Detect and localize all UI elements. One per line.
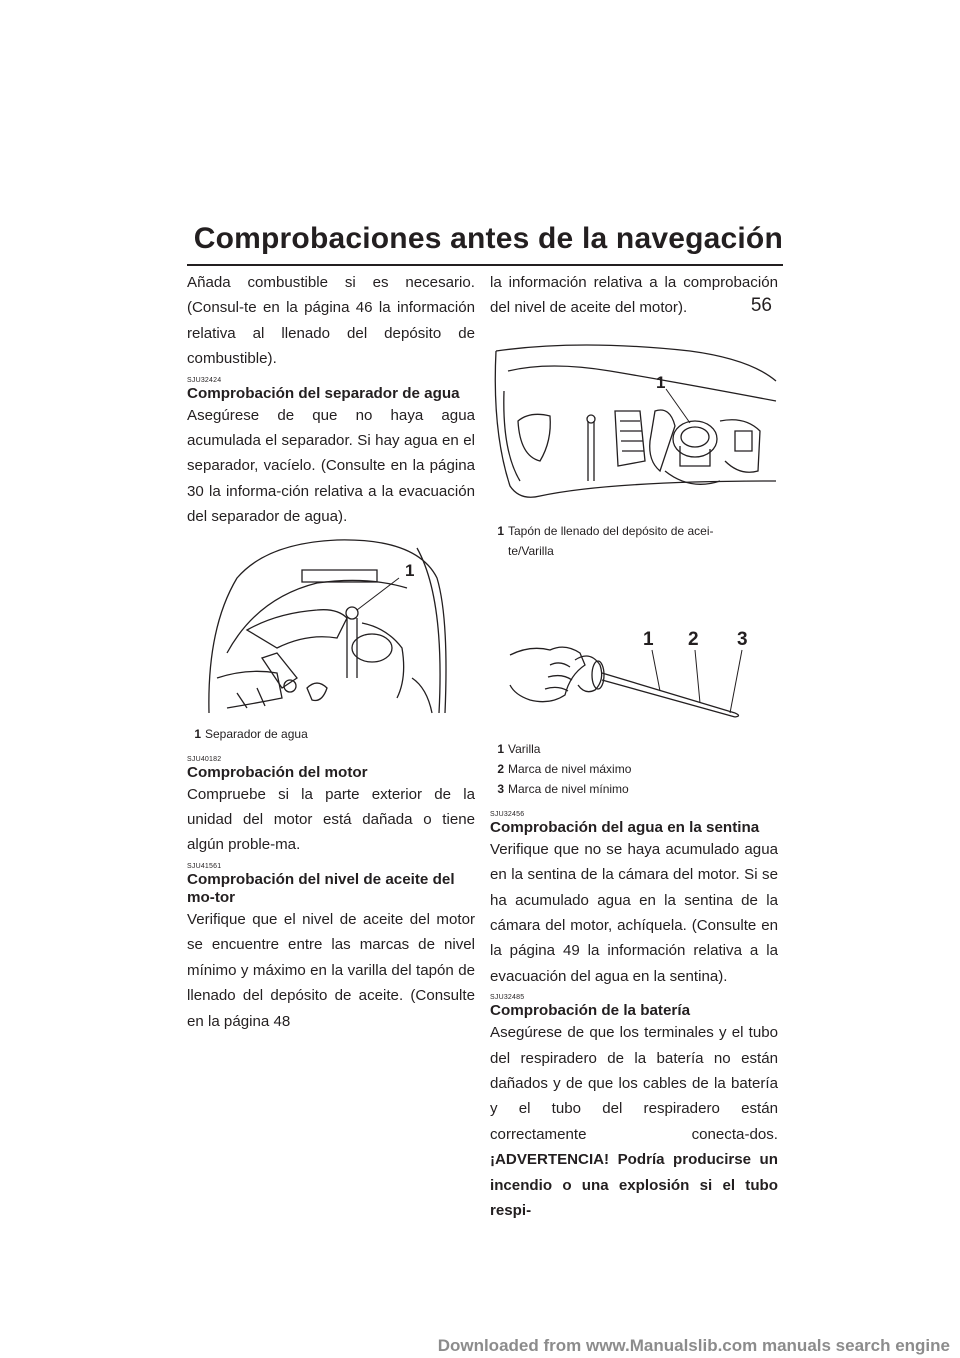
oil-filler-cap-illustration [490,331,778,511]
caption-number: 1 [497,523,504,538]
caption-number: 1 [194,726,201,741]
caption-text: Separador de agua [205,726,308,741]
right-column [490,270,778,1224]
caption-text: Marca de nivel mínimo [508,781,629,796]
caption-number: 2 [497,761,504,776]
section-text-battery [490,1020,778,1223]
figure-dipstick [490,625,778,725]
section-text-oil-level: Verifique que el nivel de aceite del motor se encuentre entre las marcas de nivel mínimo y máximo en la varilla del tapón de llenado del depósito de aceite. (Consulte en la página 48 [187,910,475,1030]
intro-paragraph: Añada combustible si es necesario. (Consul-te en la página 46 la información relativa al llenado del depósito de combustible). [187,274,475,368]
battery-warning: ¡ADVERTENCIA! Podría producirse un incendio o una explosión si el tubo respi- [490,1151,778,1220]
dipstick-illustration [490,625,778,725]
figure-oil-cap [490,331,778,511]
caption-number: 3 [497,781,504,796]
header-rule [187,264,783,266]
section-heading-battery: Comprobación de la batería [490,1002,691,1020]
section-heading-oil-level: Comprobación del nivel de aceite del mo-tor [187,870,455,906]
caption-row [490,739,778,759]
figure-label: 1 [656,372,666,392]
footer [0,1336,960,1358]
continued-paragraph: la información relativa a la comprobación del nivel de aceite del motor). [490,274,778,317]
caption-text: Varilla [508,741,541,756]
section-code: SJU40182 [187,755,222,763]
figure-label-max-mark: 2 [688,628,699,650]
caption-row [490,759,778,779]
page-number: 56 [750,295,772,316]
figure-label-min-mark: 3 [737,628,748,650]
figure-water-separator [187,538,475,718]
page-title: Comprobaciones antes de la navegación [193,222,783,255]
battery-text: Asegúrese de que los terminales y el tubo del respiradero de la batería no están dañados y de que los cables de la batería y el tubo del respiradero están correctamente conecta-dos. [490,1024,778,1143]
caption-row [490,779,778,799]
caption-number: 1 [497,741,504,756]
figure-caption [187,724,475,744]
section-heading-engine: Comprobación del motor [187,763,368,781]
section-code: SJU41561 [187,862,222,870]
section-code: SJU32485 [490,994,525,1002]
section-code: SJU32424 [187,376,222,384]
water-separator-illustration [187,538,475,718]
section-heading-water-separator: Comprobación del separador de agua [187,384,460,402]
figure-label: 1 [405,560,415,580]
figure-caption [490,521,778,561]
section-text-water-separator: Asegúrese de que no haya agua acumulada el separador. Si hay agua en el separador, vacíelo. (Consulte en la página 30 la informa-ción relativa a la evacuación del separador de agua). [187,406,475,526]
section-code: SJU32456 [490,810,525,818]
caption-text: Marca de nivel máximo [508,761,632,776]
section-heading-bilge: Comprobación del agua en la sentina [490,818,760,836]
figure-caption-list [490,739,778,799]
section-text-engine: Compruebe si la parte exterior de la unidad del motor está dañada o tiene algún proble-ma. [187,785,475,854]
caption-text: Tapón de llenado del depósito de acei-te/Varilla [508,523,714,558]
figure-label-dipstick: 1 [643,628,654,650]
section-text-bilge: Verifique que no se haya acumulado agua en la sentina de la cámara del motor. Si se ha acumulado agua en la sentina de la cámara del motor, achíquela. (Consulte en la página 49 la información relativa a la evacuación del agua en la sentina). [490,840,778,985]
footer-watermark: Downloaded from www.Manualslib.com manuals search engine [437,1336,950,1355]
left-column [187,270,475,1034]
